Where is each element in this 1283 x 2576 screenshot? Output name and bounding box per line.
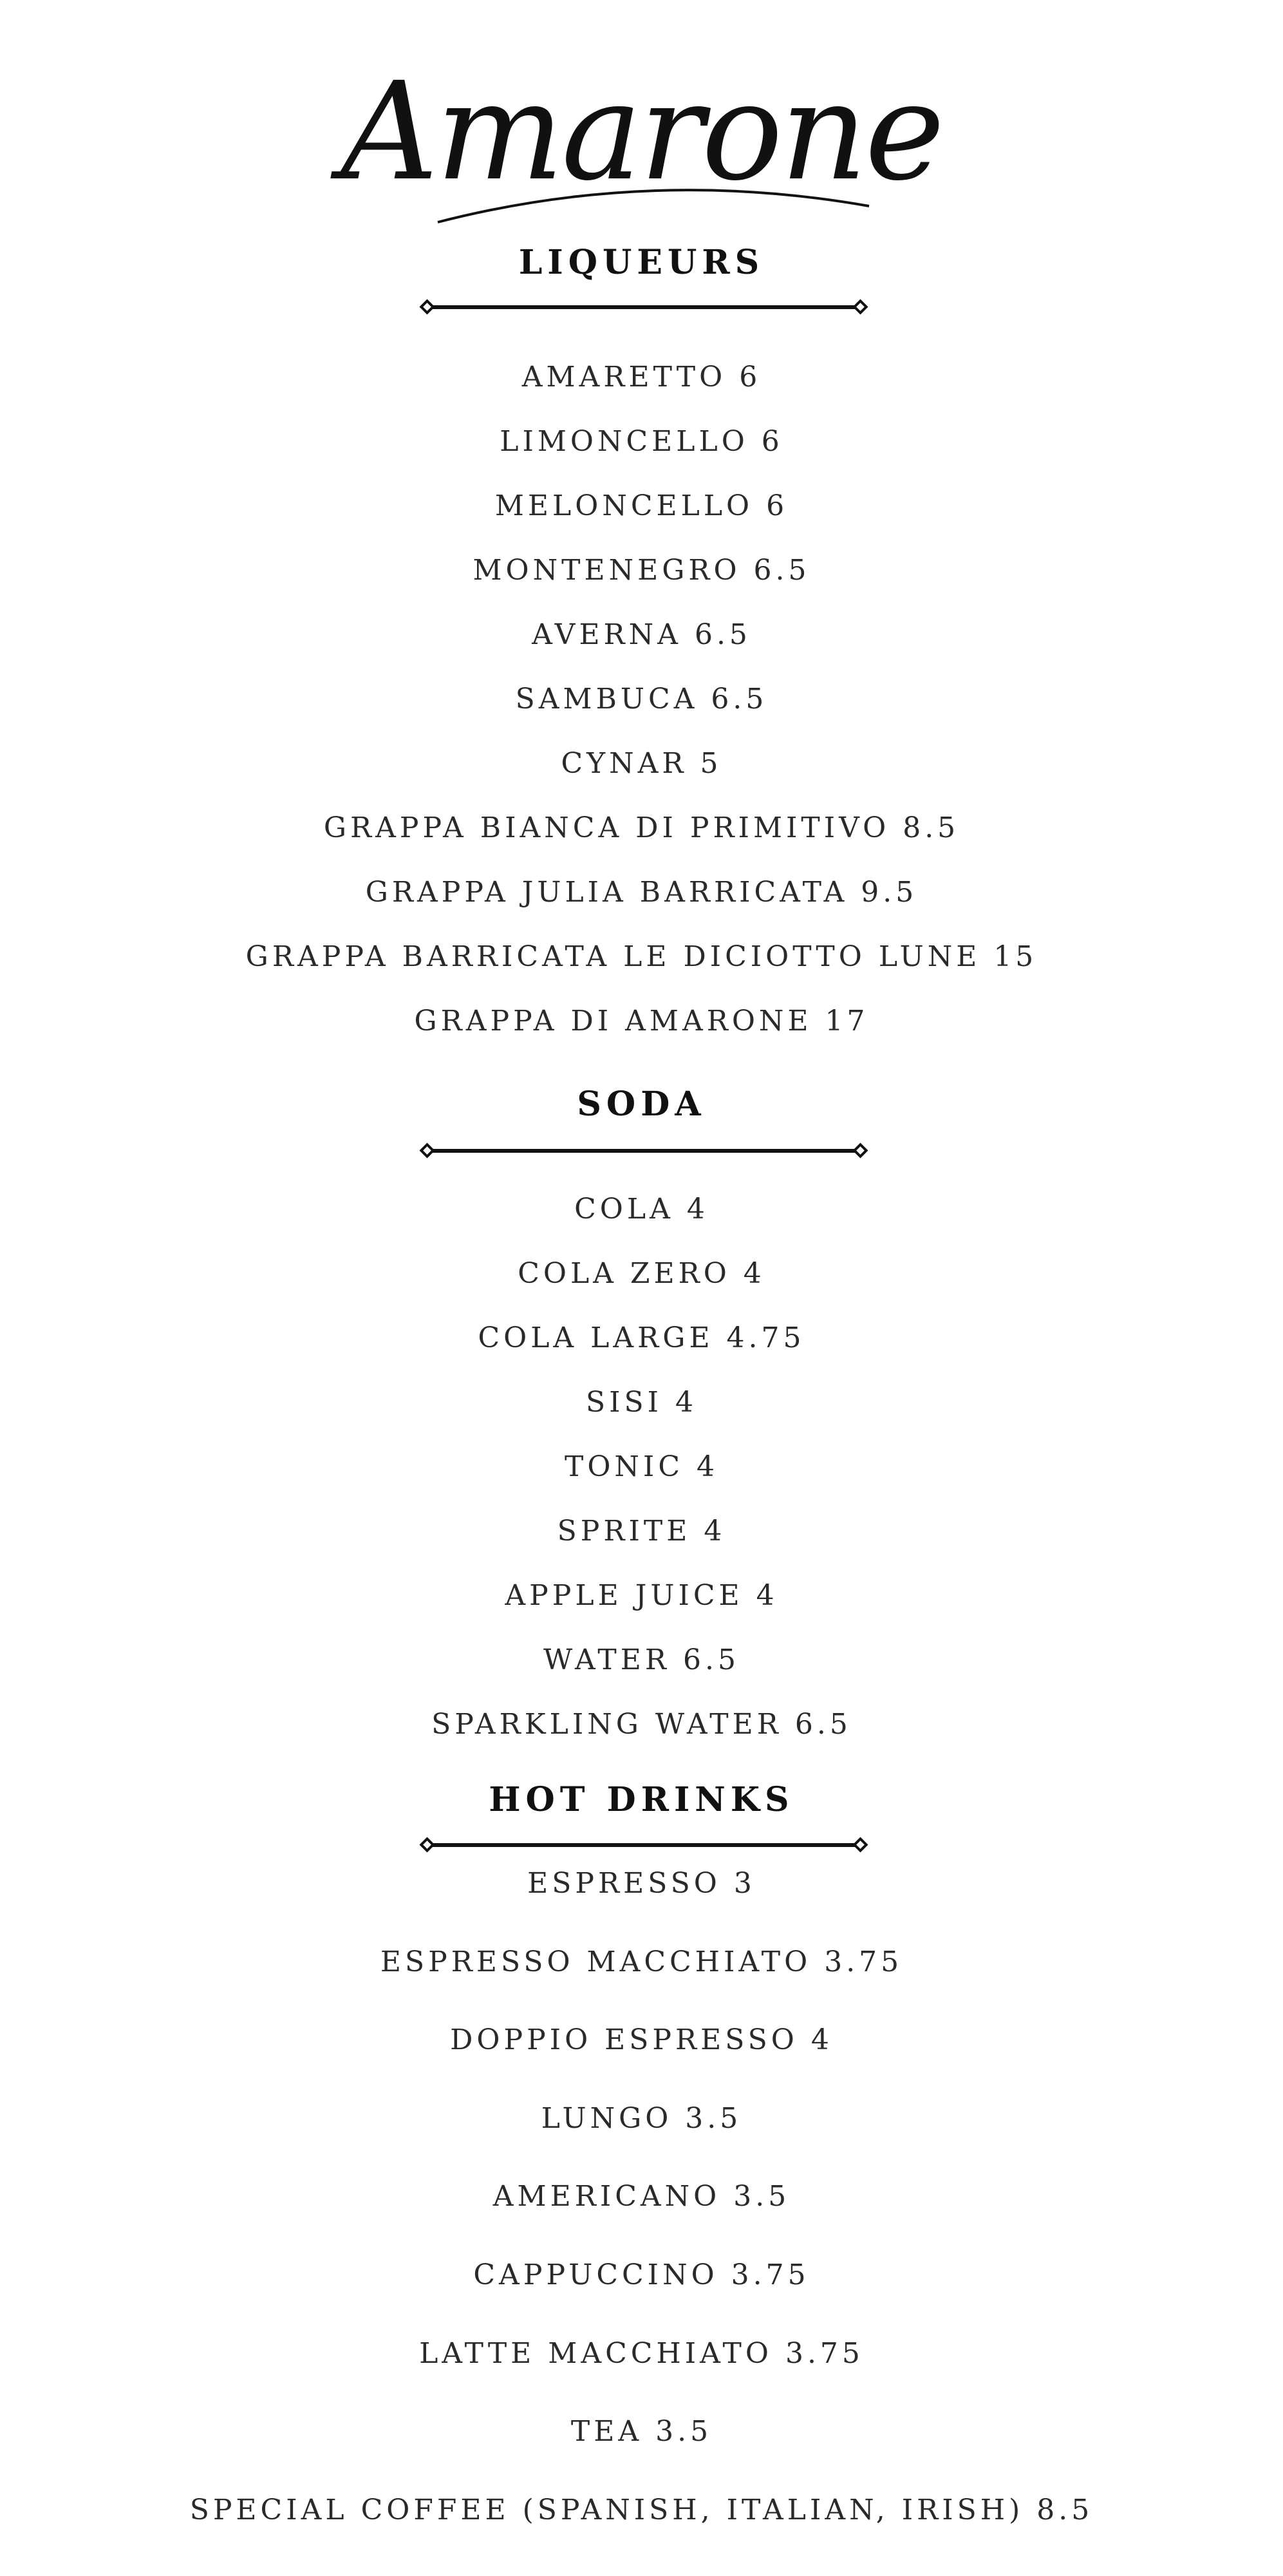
menu-item: AMERICANO 3.5 <box>492 2180 791 2213</box>
menu-item: DOPPIO ESPRESSO 4 <box>450 2023 833 2057</box>
menu-item: SPRITE 4 <box>557 1515 726 1548</box>
menu-item: LIMONCELLO 6 <box>500 425 783 458</box>
menu-item: GRAPPA DI AMARONE 17 <box>414 1005 869 1037</box>
menu-item: SAMBUCA 6.5 <box>515 683 768 715</box>
section-title-soda: SODA <box>577 1084 706 1124</box>
section-divider <box>418 298 869 317</box>
logo-swoosh <box>425 174 876 232</box>
restaurant-logo <box>0 53 1283 225</box>
menu-item: ESPRESSO MACCHIATO 3.75 <box>380 1945 903 1978</box>
restaurant-name: Amarone <box>341 53 942 211</box>
menu-item: AVERNA 6.5 <box>532 618 751 651</box>
menu-item: SPECIAL COFFEE (SPANISH, ITALIAN, IRISH) 8.5 <box>189 2493 1094 2526</box>
menu-item: COLA ZERO 4 <box>518 1257 765 1290</box>
section-divider <box>418 1141 869 1160</box>
menu-item: SISI 4 <box>585 1386 698 1419</box>
menu-item: LUNGO 3.5 <box>541 2101 742 2135</box>
menu-item: APPLE JUICE 4 <box>505 1579 778 1612</box>
menu-item: GRAPPA JULIA BARRICATA 9.5 <box>365 876 918 909</box>
liqueurs-list <box>0 345 1283 1054</box>
menu-item: MONTENEGRO 6.5 <box>473 554 810 587</box>
menu-item: AMARETTO 6 <box>521 361 762 393</box>
menu-item: GRAPPA BARRICATA LE DICIOTTO LUNE 15 <box>245 940 1038 973</box>
menu-item: COLA LARGE 4.75 <box>478 1321 805 1354</box>
menu-item: ESPRESSO 3 <box>527 1867 756 1900</box>
menu-item: COLA 4 <box>574 1193 709 1226</box>
menu-item: TEA 3.5 <box>570 2415 713 2448</box>
menu-item: CAPPUCCINO 3.75 <box>473 2258 810 2291</box>
menu-item: WATER 6.5 <box>543 1643 740 1676</box>
menu-item: SPARKLING WATER 6.5 <box>431 1708 852 1741</box>
hot-drinks-list <box>0 1844 1283 2549</box>
menu-item: TONIC 4 <box>565 1450 718 1483</box>
menu-item: GRAPPA BIANCA DI PRIMITIVO 8.5 <box>323 811 960 844</box>
soda-list <box>0 1177 1283 1757</box>
section-title-hot-drinks: HOT DRINKS <box>489 1780 794 1819</box>
menu-item: MELONCELLO 6 <box>494 489 789 522</box>
menu-item: CYNAR 5 <box>561 747 722 780</box>
section-title-liqueurs: LIQUEURS <box>518 243 765 282</box>
menu-item: LATTE MACCHIATO 3.75 <box>419 2336 864 2370</box>
